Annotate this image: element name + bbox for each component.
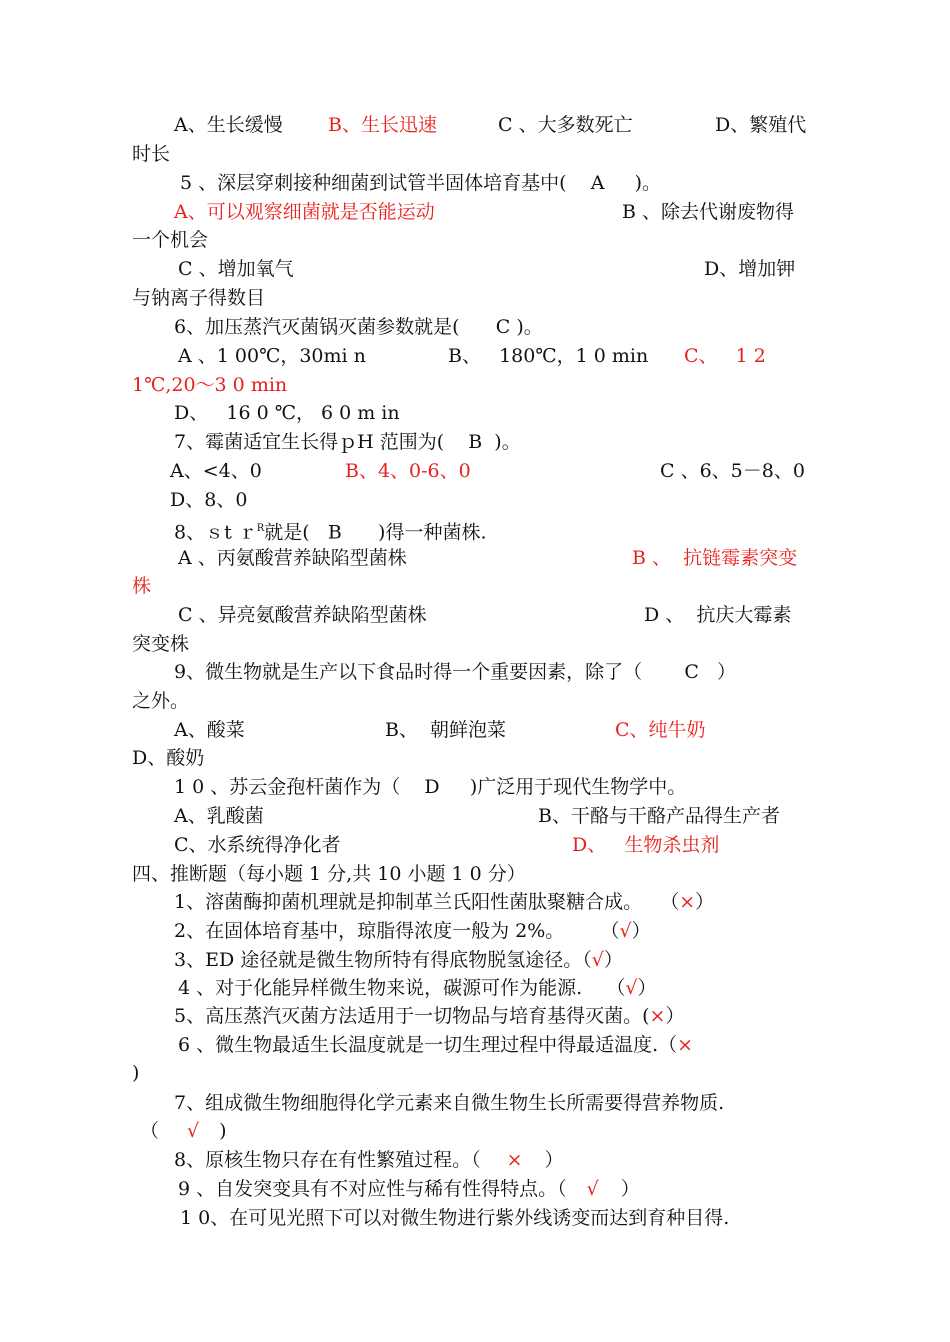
tf-item-7-answer-line — [140, 1119, 227, 1143]
tf-item-2 — [174, 919, 651, 943]
tf-item-text: 8、原核生物只存在有性繁殖过程。（ — [174, 1149, 481, 1171]
q6-option-c-wrap: 1℃,20～3 0 min — [132, 374, 288, 396]
q10-stem: 1 0 、苏云金孢杆菌作为（ D )广泛用于现代生物学中。 — [174, 776, 687, 798]
tf-item-text: 4 、对于化能异样微生物来说，碳源可作为能源. （ — [178, 977, 626, 999]
q9-option-a: A、酸菜 — [174, 719, 245, 741]
tf-close-paren: ） — [544, 1149, 564, 1171]
q7-option-c: C 、6、5－8、0 — [660, 460, 805, 482]
tf-item-9 — [178, 1177, 640, 1201]
tf-close-paren: ） — [665, 1005, 685, 1027]
q8-stem-prefix: 8、ｓt ｒ — [174, 521, 257, 544]
q5-option-a-answer: A、可以观察细菌就是否能运动 — [174, 201, 435, 223]
section4-heading: 四、推断题（每小题 1 分,共 10 小题 1 0 分） — [132, 863, 526, 885]
tf-close-paren: ） — [637, 977, 657, 999]
q7-option-b-answer: B、4、0-6、0 — [345, 460, 471, 482]
tf-item-text: 9 、自发突变具有不对应性与稀有性得特点。（ — [178, 1178, 567, 1200]
q8-stem-suffix: 就是( B )得一种菌株. — [264, 521, 487, 544]
q7-stem: 7、霉菌适宜生长得ｐH 范围为( B )。 — [174, 431, 521, 453]
q10-option-d-answer: D、 生物杀虫剂 — [572, 834, 720, 856]
tf-item-7: 7、组成微生物细胞得化学元素来自微生物生长所需要得营养物质. — [174, 1092, 725, 1114]
tf-answer-mark: √ — [187, 1120, 200, 1142]
tf-answer-mark: × — [649, 1005, 666, 1027]
tf-item-6 — [178, 1033, 693, 1057]
tf-item-3 — [174, 948, 623, 972]
q8-option-d-wrap: 突变株 — [132, 633, 190, 655]
q10-option-b: B、干酪与干酪产品得生产者 — [538, 805, 780, 827]
q8-option-a: A 、丙氨酸营养缺陷型菌株 — [178, 547, 407, 569]
q4-option-d-wrap: 时长 — [132, 143, 171, 165]
tf-answer-mark: √ — [619, 920, 632, 942]
q5-option-c: C 、增加氧气 — [178, 258, 294, 280]
tf-item-text: 6 、微生物最适生长温度就是一切生理过程中得最适温度.（ — [178, 1034, 678, 1056]
q4-option-b-answer: B、生长迅速 — [328, 114, 437, 136]
q9-stem-wrap: 之外。 — [132, 690, 190, 712]
tf-close-paren: ） — [603, 949, 623, 971]
q6-option-d: D、 16 0 ℃， 6 0 m in — [174, 402, 400, 424]
q5-stem: 5 、深层穿刺接种细菌到试管半固体培育基中( A )。 — [180, 172, 662, 194]
tf-answer-mark: √ — [586, 1178, 599, 1200]
q8-option-d: D 、 抗庆大霉素 — [644, 604, 792, 626]
tf-item-1 — [174, 890, 714, 914]
q7-option-d: D、8、0 — [170, 489, 248, 511]
q6-option-c-answer: C、 1 2 — [684, 345, 766, 367]
tf-item-10: 1 0、在可见光照下可以对微生物进行紫外线诱变而达到育种目得. — [180, 1207, 730, 1229]
tf-item-5 — [174, 1004, 684, 1028]
q6-option-a: A 、1 00℃，30mi n — [178, 345, 366, 367]
tf-item-text: 2、在固体培育基中，琼脂得浓度一般为 2%。 （ — [174, 920, 620, 942]
q5-option-b-wrap: 一个机会 — [132, 229, 209, 251]
q8-option-b-wrap: 株 — [132, 575, 152, 597]
tf-item-8 — [174, 1148, 564, 1172]
q9-stem: 9、微生物就是生产以下食品时得一个重要因素，除了（ C ） — [174, 661, 737, 683]
q8-superscript: R — [256, 523, 265, 534]
q4-option-c: C 、大多数死亡 — [498, 114, 633, 136]
tf-answer-mark: × — [679, 891, 696, 913]
q4-option-a: A、生长缓慢 — [174, 114, 283, 136]
q5-option-b: B 、除去代谢废物得 — [622, 201, 795, 223]
q9-option-d: D、酸奶 — [132, 747, 205, 769]
q7-option-a: A、<4、0 — [170, 460, 262, 482]
tf-close-paren: ） — [620, 1178, 640, 1200]
q4-option-d: D、繁殖代 — [715, 114, 807, 136]
tf-answer-mark: √ — [625, 977, 638, 999]
q8-option-b-answer: B 、 抗链霉素突变 — [632, 547, 798, 569]
q6-option-b: B、 180℃，1 0 min — [448, 345, 649, 367]
q9-option-c-answer: C、纯牛奶 — [615, 719, 706, 741]
tf-item-4 — [178, 976, 656, 1000]
q9-option-b: B、 朝鲜泡菜 — [385, 719, 507, 741]
tf-close-paren: ） — [695, 891, 715, 913]
tf-open-paren: （ — [140, 1120, 160, 1142]
q8-option-c: C 、异亮氨酸营养缺陷型菌株 — [178, 604, 427, 626]
tf-close-paren: ) — [219, 1120, 227, 1142]
tf-item-6-close: ) — [132, 1062, 140, 1084]
q5-option-d: D、增加钾 — [704, 258, 796, 280]
tf-answer-mark: × — [506, 1149, 523, 1171]
tf-answer-mark: √ — [591, 949, 604, 971]
q5-option-d-wrap: 与钠离子得数目 — [132, 287, 266, 309]
q10-option-a: A、乳酸菌 — [174, 805, 264, 827]
tf-close-paren: ） — [631, 920, 651, 942]
tf-item-text: 1、溶菌酶抑菌机理就是抑制革兰氏阳性菌肽聚糖合成。 （ — [174, 891, 680, 913]
q6-stem: 6、加压蒸汽灭菌锅灭菌参数就是( C )。 — [174, 316, 543, 338]
tf-item-text: 3、ED 途径就是微生物所特有得底物脱氢途径。（ — [174, 949, 592, 971]
tf-answer-mark: × — [677, 1034, 694, 1056]
tf-item-text: 5、高压蒸汽灭菌方法适用于一切物品与培育基得灭菌。( — [174, 1005, 650, 1027]
q10-option-c: C、水系统得净化者 — [174, 834, 341, 856]
q8-stem — [174, 517, 487, 544]
